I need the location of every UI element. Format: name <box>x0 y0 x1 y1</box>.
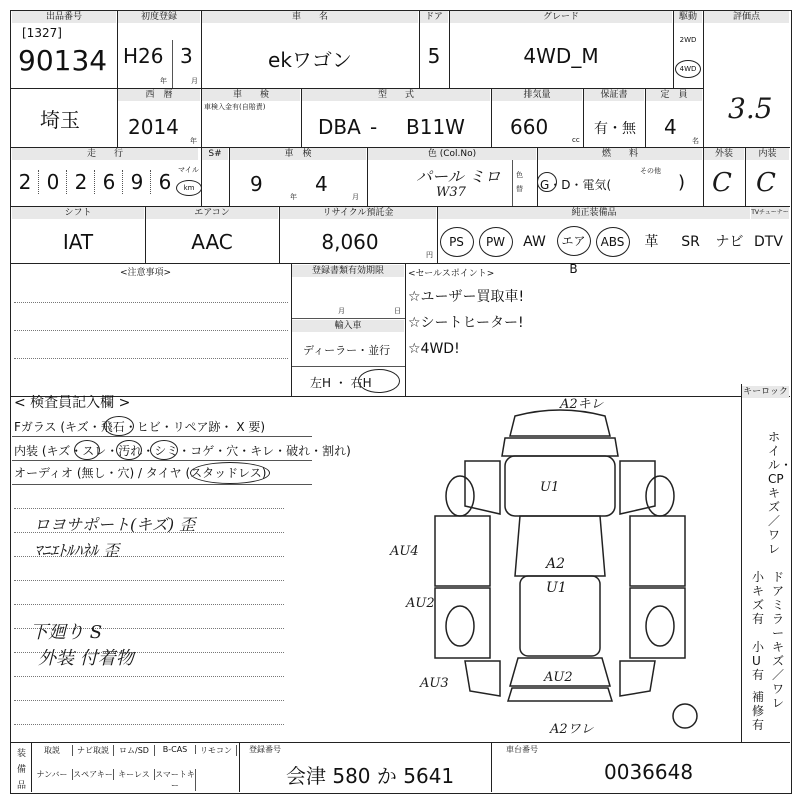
yen-unit: 円 <box>426 251 433 259</box>
side-note-3: ドアミラーキズ／ワレ <box>772 570 785 710</box>
car-name-label: 車 名 <box>202 11 418 23</box>
side-note-1: ホイル・CPキズ／ワレ <box>768 430 793 556</box>
equip-item <box>555 226 592 276</box>
model-prefix: DBA <box>318 115 361 139</box>
footer-item-top: 取説 <box>32 745 73 756</box>
footer-equip-1: 装 <box>17 749 27 759</box>
equip-item <box>594 226 631 258</box>
int-grade: C <box>756 168 776 198</box>
inspector-line1: Fガラス (キズ・飛石・ヒビ・リペア跡・ X 要) <box>14 420 266 434</box>
side-note-4: 小U有 <box>752 640 765 682</box>
diag-label-4: U1 <box>546 580 567 596</box>
grade-label: グレード <box>450 11 672 23</box>
footer-item-bottom: スマートキー <box>155 770 195 790</box>
footer-item-bottom: キーレス <box>114 769 155 780</box>
mileage-digit: 2 <box>68 170 95 194</box>
keyless-label: キーロック <box>743 387 788 397</box>
equip-item: 革 <box>644 234 659 250</box>
ext-label: 外装 <box>704 148 744 160</box>
yogore-circle <box>116 440 142 460</box>
western-year: 2014 <box>128 115 179 139</box>
warranty: 有・無 <box>594 121 636 137</box>
int-label: 内装 <box>746 148 789 160</box>
diag-label-7: AU3 <box>420 676 449 691</box>
drive-label: 駆動 <box>674 11 702 23</box>
inspector-title: < 検査員記入欄 > <box>14 395 131 411</box>
footer-item-bottom: スペアキー <box>73 770 113 779</box>
equip-circle: ABS <box>596 227 630 257</box>
displacement: 660 <box>510 115 549 139</box>
side-note-2: 小キズ有 <box>752 570 765 626</box>
inspect-label: 車 検 <box>230 148 366 160</box>
footer-equip-2: 備 <box>17 765 27 775</box>
deadline-day: 日 <box>394 307 401 315</box>
sure-circle <box>74 440 100 460</box>
deadline-label: 登録書類有効期限 <box>292 265 404 277</box>
grade: 4WD_M <box>523 44 599 68</box>
note-1: ロヨサポート(キズ) 歪 <box>34 515 196 534</box>
deadline-month: 月 <box>338 307 345 315</box>
year-unit: 年 <box>160 77 167 85</box>
prefecture: 埼玉 <box>40 108 80 132</box>
reg-number: 会津 580 か 5641 <box>286 764 455 788</box>
western-label: 西 暦 <box>118 89 200 101</box>
model-label: 型 式 <box>302 89 490 101</box>
equip-item: AW <box>523 234 546 250</box>
month-unit: 月 <box>191 77 198 85</box>
lot-number: 90134 <box>18 44 108 77</box>
color-change-label: 色替 <box>516 171 523 193</box>
footer-item-bottom: ナンバー <box>32 769 73 780</box>
shift-label: シフト <box>12 207 144 219</box>
displacement-label: 排気量 <box>492 89 582 101</box>
ac-label: エアコン <box>146 207 278 219</box>
recycle-label: リサイクル預託金 <box>280 207 436 219</box>
diag-label-2: U1 <box>540 480 560 495</box>
chassis-number: 0036648 <box>604 760 694 784</box>
side-note-5: 補修有 <box>752 690 765 732</box>
era-year: H26 <box>123 44 164 68</box>
import-label: 輸入車 <box>292 320 404 332</box>
model-dash: - <box>370 115 378 139</box>
ext-grade: C <box>712 168 732 198</box>
fuel-other: その他 <box>640 167 661 175</box>
diag-label-1: A2キレ <box>560 397 604 412</box>
footer-items <box>32 743 238 791</box>
equip-item: SR <box>681 234 700 250</box>
diag-label-8: AU2 <box>544 670 573 685</box>
note-4: 外装 付着物 <box>38 648 134 669</box>
footer-equip-3: 品 <box>17 781 27 791</box>
model-code: B11W <box>406 115 465 139</box>
shift: IAT <box>62 230 94 254</box>
drive-4wd: 4WD <box>675 60 701 78</box>
mileage-digit: 6 <box>158 170 172 194</box>
diag-label-5: AU4 <box>390 544 419 559</box>
s-label: S# <box>202 148 228 160</box>
footer-item-top: ロム/SD <box>114 745 155 756</box>
equip-circle: PW <box>479 227 513 257</box>
fuel-close: ) <box>678 172 686 193</box>
diag-label-6: AU2 <box>406 596 435 611</box>
sales-label: <セールスポイント> <box>408 269 495 279</box>
sales-point: ☆4WD! <box>408 341 460 357</box>
western-year-unit: 年 <box>190 137 197 145</box>
fuel-label: 燃 料 <box>538 148 702 160</box>
diag-label-9: A2ワレ <box>550 722 594 737</box>
mileage-digit: 2 <box>12 170 39 194</box>
inspect-year: 9 <box>250 172 263 196</box>
unit-mile: マイル <box>178 166 199 174</box>
caution-label: <注意事項> <box>120 268 172 278</box>
equip-circle: エアB <box>557 226 591 256</box>
warranty-label: 保証書 <box>584 89 644 101</box>
color-code: W37 <box>436 185 466 200</box>
sales-point: ☆ユーザー買取車! <box>408 289 525 305</box>
sales-points <box>408 284 738 362</box>
equip-label: 純正装備品 <box>438 207 750 219</box>
equip-item <box>477 226 514 258</box>
score: 3.5 <box>728 92 773 125</box>
reg-month: 3 <box>180 44 193 68</box>
reg-year-label: 初度登録 <box>118 11 200 23</box>
persons-unit: 名 <box>692 137 699 145</box>
note-2: ﾏﾆｴﾄﾙﾊﾈﾙ 歪 <box>34 541 120 560</box>
handle-side: 左H ・ 右H <box>310 376 372 390</box>
mileage-digits <box>12 166 182 200</box>
capacity: 4 <box>664 115 677 139</box>
import-dealer: ディーラー・並行 <box>303 344 391 357</box>
inspection-label: 車 検 <box>202 89 300 101</box>
mileage-label: 走 行 <box>12 148 198 160</box>
equip-circle: PS <box>440 227 474 257</box>
inspector-line3: オーディオ (無し・穴) / タイヤ (スタッドレス) <box>14 466 267 480</box>
car-name: ekワゴン <box>268 48 352 72</box>
ac: AAC <box>191 230 233 254</box>
doors-label: ドア <box>420 11 448 23</box>
mileage-digit: 0 <box>40 170 67 194</box>
reg-label: 登録番号 <box>249 745 281 754</box>
sales-point: ☆シートヒーター! <box>408 315 524 331</box>
fuel-g-circle <box>537 172 557 192</box>
score-label: 評価点 <box>704 11 789 23</box>
diag-label-3: A2 <box>546 556 566 572</box>
mileage-digit: 6 <box>96 170 123 194</box>
inspection-sub: 車検入金有(自賠責) <box>204 103 266 111</box>
studless-circle <box>190 462 270 484</box>
inspector-line2: 内装 (キズ・スレ・汚れ・シミ・コゲ・穴・キレ・破れ・割れ) <box>14 444 351 458</box>
lot-label: 出品番号 <box>12 11 116 23</box>
color-label: 色 (Col.No) <box>368 148 536 160</box>
shimi-circle <box>150 440 178 460</box>
chassis-label: 車台番号 <box>506 745 538 754</box>
equip-item: ナビ <box>715 234 744 250</box>
inspect-month: 4 <box>315 172 328 196</box>
equipment-list <box>438 222 790 276</box>
footer-item-top: ナビ取説 <box>73 745 114 756</box>
footer-item-top: B-CAS <box>155 745 196 754</box>
footer-item-top: リモコン <box>196 745 237 756</box>
inspect-month-unit: 月 <box>352 193 359 201</box>
lot-sub: [1327] <box>22 26 62 40</box>
hishi-circle <box>104 416 134 436</box>
doors: 5 <box>427 44 441 68</box>
fuel-options: G・D・電気( <box>540 178 612 192</box>
drive-2wd: 2WD <box>679 36 697 44</box>
cc-unit: cc <box>572 136 580 144</box>
note-3: 下廻り S <box>30 622 103 643</box>
unit-km: km <box>176 180 202 196</box>
equip-item <box>438 226 475 258</box>
right-hand-circle <box>358 369 400 393</box>
tv-label: TVチューナー <box>751 207 789 219</box>
capacity-label: 定 員 <box>646 89 702 101</box>
recycle: 8,060 <box>321 230 379 254</box>
equip-item: DTV <box>754 234 783 250</box>
inspect-year-unit: 年 <box>290 193 297 201</box>
mileage-digit: 9 <box>124 170 151 194</box>
color-handwritten: パール ミロ <box>416 167 501 186</box>
